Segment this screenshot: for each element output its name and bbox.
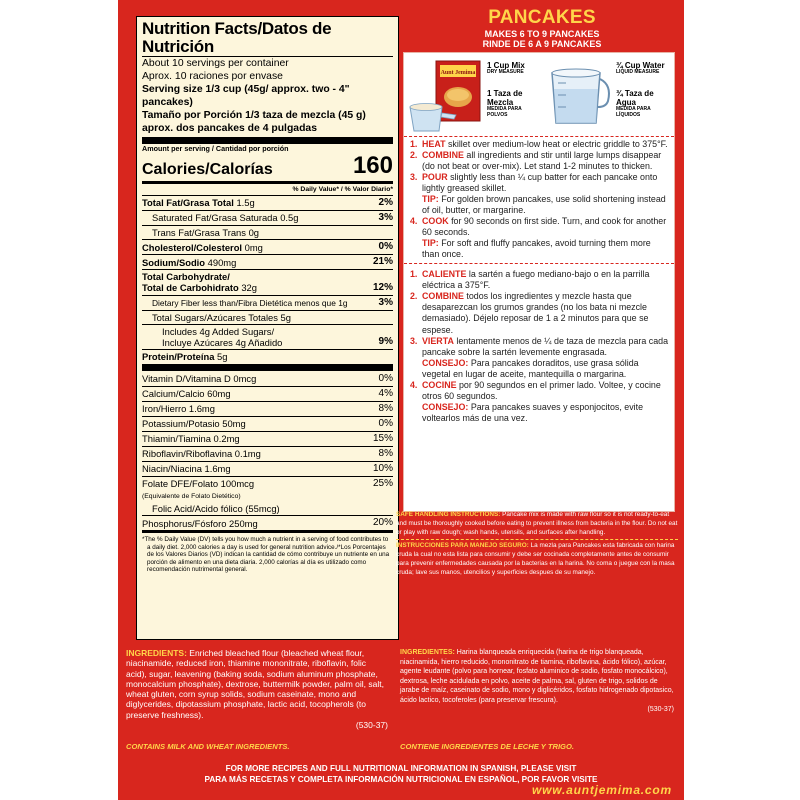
- step-item: 2. COMBINE todos los ingredientes y mezcle hasta que desaparezcan los grumos grandes (no los bata ni mezcle demasiado). Déjelo reposar de 1 a 2 minutos para que se espese.: [410, 291, 649, 335]
- mix-measure-en: 1 Cup Mix DRY MEASURE: [487, 61, 525, 76]
- step-item: 2. COMBINE all ingredients and stir until large lumps disappear (do not beat or over-mix). Let stand 1-2 minutes to thicken.: [410, 150, 662, 172]
- calories-label: Calories/Calorías: [142, 160, 273, 178]
- serving-size-es-1: Tamaño por Porción 1/3 taza de mezcla (45 g): [142, 109, 366, 121]
- water-cup-icon: [544, 61, 614, 131]
- nutrition-title: Nutrition Facts/Datos de Nutrición: [142, 19, 332, 56]
- nutrition-facts-panel: [136, 16, 399, 640]
- step-item: 3. POUR slightly less than ¼ cup batter for each pancake onto lightly greased skillet.: [410, 172, 658, 194]
- servings-en: About 10 servings per container: [142, 57, 289, 69]
- nutrient-row: Sodium/Sodio 490mg 21%: [142, 255, 393, 268]
- directions-yield-es: RINDE DE 6 A 9 PANCAKES: [482, 39, 602, 50]
- tip-item: TIP: For soft and fluffy pancakes, avoid turning them more than once.: [422, 238, 651, 260]
- vitamin-row: Folic Acid/Acido fólico (55mcg): [152, 503, 280, 515]
- vitamin-row: Folate DFE/Folato 100mcg (Equivalente de Folato Dietético) 25%: [142, 476, 393, 502]
- calories-value: 160: [352, 152, 393, 180]
- nutrient-row: Total Sugars/Azúcares Totales 5g: [142, 310, 393, 324]
- water-measure-en: ¾ Cup Water LIQUID MEASURE: [616, 61, 665, 76]
- ingredients-es: INGREDIENTES: Harina blanqueada enriquecida (harina de trigo blanqueada, niacinamida, hierro reducido, mononitrato de tiamina, riboflavina, ácido fólico), azúcar, agente leudante (polvo para hornear, fosfato aluminico de sodio, fosfato monocálcico), dextrosa, leche acidulada en polvo, aceite de palma, sal, gluten de trigo, solidos de jarabe de maíz, caseinato de sodio, mono y diglicéridos, fosfato hidrogenado dipotasico, ácido lactico, tocoferoles (para preservar frescura). (530-37): [400, 649, 674, 714]
- directions-title: PANCAKES: [488, 7, 596, 28]
- amount-per-serving: Amount per serving / Cantidad por porción: [142, 143, 289, 153]
- package-back-panel: [118, 0, 684, 800]
- footer-line-es: PARA MÁS RECETAS Y COMPLETA INFORMACIÓN NUTRICIONAL EN ESPAÑOL, POR FAVOR VISITE: [204, 774, 598, 784]
- vitamin-row: Phosphorus/Fósforo 250mg 20%: [142, 517, 393, 530]
- nutrient-row: Trans Fat/Grasa Trans 0g: [142, 225, 393, 239]
- product-code: (530-37): [647, 706, 674, 714]
- vitamin-row: Iron/Hierro 1.6mg 8%: [142, 402, 393, 415]
- svg-text:Aunt Jemima: Aunt Jemima: [440, 70, 476, 76]
- steps-english: [404, 137, 674, 260]
- vitamin-row: Niacin/Niacina 1.6mg 10%: [142, 462, 393, 475]
- nutrient-row: Total Fat/Grasa Total 1.5g 2%: [142, 196, 393, 209]
- daily-value-header: % Daily Value* / % Valor Diario*: [292, 185, 393, 193]
- product-code: (530-37): [355, 719, 388, 730]
- ingredients-en: INGREDIENTS: Enriched bleached flour (bleached wheat flour, niacinamide, reduced iron, thiamine mononitrate, riboflavin, folic acid), sugar, leavening (baking soda, sodium aluminum phosphate, monocalcium phosphate), dextrose, buttermilk powder, palm oil, salt, wheat gluten, corn syrup solids, sodium caseinate, mono and diglycerides, dipotassium phosphate, lactic acid, tocopherols (to preserve freshness). (530-37): [126, 648, 388, 730]
- step-item: 3. VIERTA lentamente menos de ¼ de taza de mezcla para cada pancake sobre la sartén levemente engrasada.: [410, 335, 669, 357]
- step-item: 4. COCINE por 90 segundos en el primer lado. Voltee, y cocine otros 60 segundos.: [410, 379, 661, 401]
- nutrient-row: Protein/Proteína 5g: [142, 349, 393, 363]
- safe-handling-es: INSTRUCCIONES PARA MANEJO SEGURO: La mezla para Pancakes esta fabricada con harina cruda la cual no esta lista para consumir y debe ser cocinada completamente antes de consumir para prevenir enfermedades causada por la bacterias en la harina. No coma o juegue con la masa cruda; lave sus manos, utencilios y superficies despues de su manejo.: [396, 542, 675, 576]
- measure-illustration: [404, 53, 674, 137]
- nutrient-row: Total Carbohydrate/ Total de Carbohidrato 32g 12%: [142, 270, 393, 294]
- water-measure-es: ¾ Taza de Agua MEDIDA PARA LÍQUIDOS: [616, 89, 654, 119]
- serving-size-es-2: aprox. dos pancakes de 4 pulgadas: [142, 122, 317, 134]
- daily-value-footnote: *The % Daily Value (DV) tells you how much a nutrient in a serving of food contributes to a daily diet. 2,000 calories a day is used for general nutrition advice./*Los Porcentajes de los Valores Diarios (VD) indican la cantidad de cómo contribuye un nutriente en una porción de alimento en una dieta diaria. 2,000 calorías al día es utilizado como recomendación nutrimental general.: [142, 536, 390, 574]
- calories-row: [142, 153, 393, 178]
- safe-handling: [396, 511, 678, 577]
- step-item: 1. HEAT skillet over medium-low heat or electric griddle to 375°F.: [410, 139, 668, 149]
- vitamin-row: Riboflavin/Riboflavina 0.1mg 8%: [142, 447, 393, 460]
- website-link[interactable]: www.auntjemima.com: [532, 783, 672, 797]
- vitamin-row: Vitamin D/Vitamina D 0mcg 0%: [142, 372, 393, 385]
- vitamin-row: Thiamin/Tiamina 0.2mg 15%: [142, 432, 393, 445]
- nutrient-row: Includes 4g Added Sugars/ Incluye Azúcares 4g Añadido 9%: [142, 324, 393, 350]
- vitamin-row: Calcium/Calcio 60mg 4%: [142, 387, 393, 400]
- servings-es: Aprox. 10 raciones por envase: [142, 70, 283, 82]
- serving-size-en: Serving size 1/3 cup (45g/ approx. two - 4" pancakes): [142, 83, 350, 108]
- step-item: 1. CALIENTE la sartén a fuego mediano-bajo o en la parrilla eléctrica a 375°F.: [410, 269, 650, 291]
- mix-measure-es: 1 Taza de Mezcla MEDIDA PARA POLVOS: [487, 89, 523, 119]
- nutrient-row: Saturated Fat/Grasa Saturada 0.5g 3%: [142, 210, 393, 225]
- vitamin-row: Potassium/Potasio 50mg 0%: [142, 417, 393, 430]
- step-item: 4. COOK for 90 seconds on first side. Turn, and cook for another 60 seconds.: [410, 216, 667, 238]
- directions-yield-en: MAKES 6 TO 9 PANCAKES: [484, 28, 600, 39]
- tip-item: TIP: For golden brown pancakes, use solid shortening instead of oil, butter, or margarine.: [422, 194, 666, 216]
- nutrient-row: Dietary Fiber less than/Fibra Dietética menos que 1g 3%: [142, 295, 393, 310]
- steps-spanish: [404, 267, 674, 423]
- directions-box: [403, 52, 675, 512]
- footer-line-en: FOR MORE RECIPES AND FULL NUTRITIONAL INFORMATION IN SPANISH, PLEASE VISIT: [225, 764, 577, 773]
- tip-item: CONSEJO: Para pancakes doraditos, use grasa sólida vegetal en lugar de aceite, mantequilla o margarina.: [422, 357, 639, 379]
- tip-item: CONSEJO: Para pancakes suaves y esponjocitos, evite voltearlos más de una vez.: [422, 401, 643, 423]
- nutrient-row: Cholesterol/Colesterol 0mg 0%: [142, 240, 393, 253]
- contains-es: CONTIENE INGREDIENTES DE LECHE Y TRIGO.: [400, 742, 574, 751]
- safe-handling-en: SAFE HANDLING INSTRUCTIONS: Pancake mix is made with raw flour so it is not ready-to-eat and must be thoroughly cooked before eating to prevent illness from bacteria in the flour. Do not eat or play with raw dough; wash hands, utensils, and surfaces after handling.: [396, 511, 678, 536]
- directions-panel: [400, 8, 684, 50]
- contains-en: CONTAINS MILK AND WHEAT INGREDIENTS.: [126, 742, 290, 751]
